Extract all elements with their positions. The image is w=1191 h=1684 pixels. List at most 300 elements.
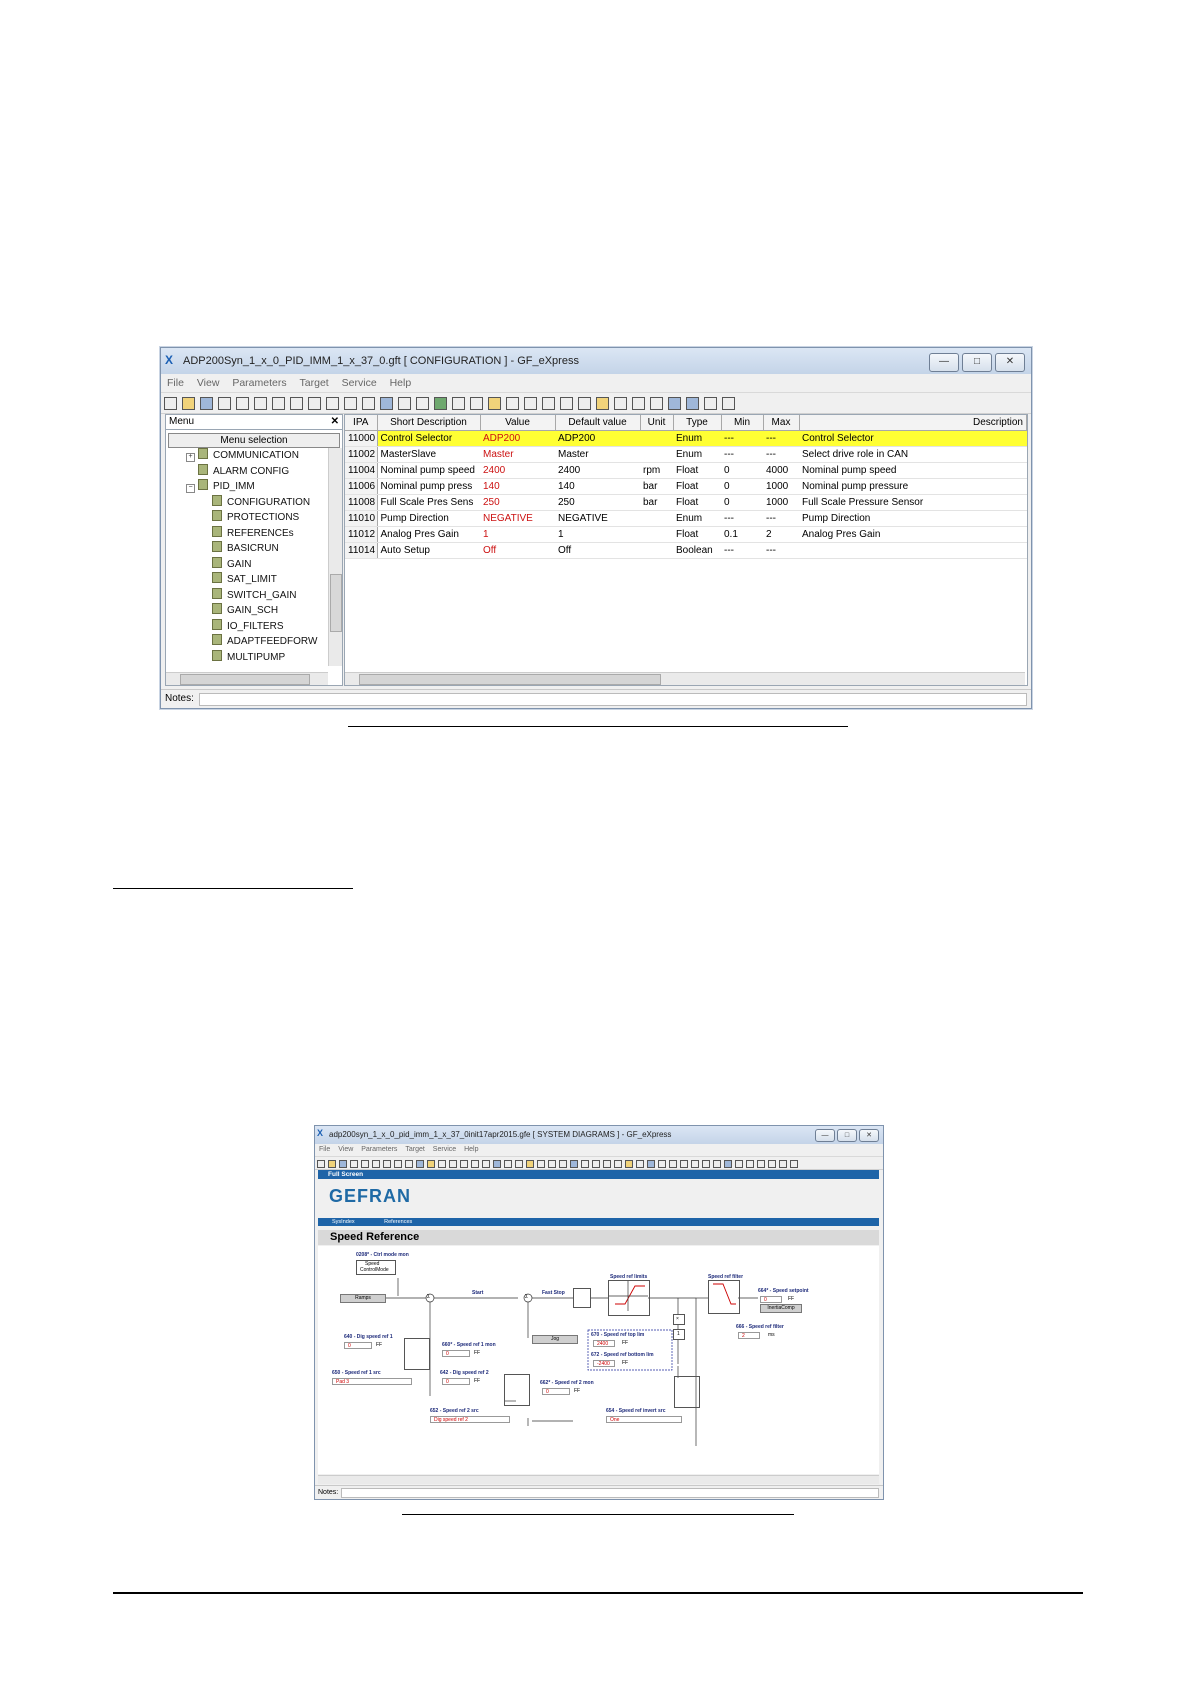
help-icon[interactable] <box>488 397 501 410</box>
fast-stop-label: Fast Stop <box>542 1290 565 1296</box>
table-cell[interactable]: 2400 <box>480 463 555 479</box>
nav-references[interactable]: References <box>384 1219 413 1225</box>
folder-icon <box>212 510 222 521</box>
top-lim-unit: FF <box>622 1340 629 1346</box>
download-icon[interactable] <box>614 397 627 410</box>
toolbar-icon[interactable] <box>680 1160 688 1168</box>
layout2-icon[interactable] <box>722 397 735 410</box>
invert-src-label: 654 - Speed ref invert src <box>606 1408 666 1414</box>
ref-1-src-label: 650 - Speed ref 1 src <box>332 1370 381 1376</box>
notes-field-2[interactable] <box>341 1488 879 1498</box>
toolbar-icon[interactable] <box>691 1160 699 1168</box>
save-icon[interactable] <box>200 397 213 410</box>
table-cell: Float <box>673 479 721 495</box>
table-cell: 140 <box>555 479 640 495</box>
bottom-lim-field[interactable]: -2400 <box>593 1360 615 1367</box>
tree-item-label: GAIN_SCH <box>227 605 279 616</box>
full-screen-bar[interactable]: Full Screen <box>318 1170 879 1179</box>
toolbar-icon[interactable] <box>537 1160 545 1168</box>
mult-symbol: × <box>676 1316 679 1322</box>
tree-item-label: CONFIGURATION <box>227 496 311 508</box>
table-cell: --- <box>763 511 799 527</box>
toolbar-icon[interactable] <box>658 1160 666 1168</box>
toolbar-icon[interactable] <box>559 1160 567 1168</box>
grid-horizontal-scrollbar[interactable] <box>345 672 1025 685</box>
close-pane-icon[interactable]: ✕ <box>330 416 339 427</box>
speed-mode-line-2: ControlMode <box>360 1267 389 1273</box>
filter-field[interactable]: 2 <box>738 1332 760 1339</box>
write-all-icon[interactable] <box>362 397 375 410</box>
table-cell[interactable]: Off <box>480 543 555 559</box>
inertia-comp-button[interactable]: InertiaComp <box>760 1304 802 1313</box>
notes-bar-2 <box>315 1485 883 1499</box>
toolbar-icon[interactable] <box>768 1160 776 1168</box>
tree-item[interactable] <box>186 479 255 494</box>
table-cell <box>640 511 673 527</box>
menu-bar <box>161 374 1031 392</box>
table-cell: --- <box>721 543 763 559</box>
diagram-page-title: Speed Reference <box>318 1230 879 1245</box>
tree-item-label: MULTIPUMP <box>227 651 286 663</box>
table-cell: Full Scale Pressure Sensor <box>799 495 1027 511</box>
speed-setpoint-label: 664* - Speed setpoint <box>758 1288 809 1294</box>
table-cell: 11010 <box>345 511 377 527</box>
toolbar-icon[interactable] <box>427 1160 435 1168</box>
tree-item-label: BASICRUN <box>227 543 279 554</box>
toolbar-icon[interactable] <box>493 1160 501 1168</box>
toolbar-icon[interactable] <box>735 1160 743 1168</box>
table-cell: 4000 <box>763 463 799 479</box>
table-cell: --- <box>721 511 763 527</box>
edit-icon[interactable] <box>236 397 249 410</box>
toolbar-icon[interactable] <box>713 1160 721 1168</box>
window-icon[interactable] <box>398 397 411 410</box>
flash-icon[interactable] <box>542 397 555 410</box>
tree-item[interactable] <box>212 619 284 634</box>
new-icon[interactable] <box>164 397 177 410</box>
table-row[interactable] <box>345 479 1027 495</box>
toolbar-icon[interactable] <box>328 1160 336 1168</box>
export-icon[interactable] <box>218 397 231 410</box>
toolbar-icon[interactable] <box>625 1160 633 1168</box>
column-header[interactable]: Max <box>763 415 799 431</box>
menu-parameters-2[interactable]: Parameters <box>361 1146 398 1153</box>
tree-item[interactable] <box>212 634 317 649</box>
table-cell: 11002 <box>345 447 377 463</box>
speed-reference-diagram <box>318 1246 879 1474</box>
table-cell[interactable]: Master <box>480 447 555 463</box>
tree-expander-icon[interactable]: − <box>186 484 195 493</box>
table-cell: 1 <box>555 527 640 543</box>
jog-button[interactable]: Jog <box>532 1335 578 1344</box>
menu-target[interactable]: Target <box>299 377 329 389</box>
toolbar-icon[interactable] <box>350 1160 358 1168</box>
table-cell: --- <box>721 431 763 447</box>
tree-item[interactable] <box>212 588 296 603</box>
toolbar-icon[interactable] <box>526 1160 534 1168</box>
menu-help[interactable]: Help <box>389 377 412 389</box>
notes-bar <box>161 689 1031 708</box>
toolbar-icon[interactable] <box>603 1160 611 1168</box>
speed-setpoint-unit: FF <box>788 1296 795 1302</box>
table-cell[interactable]: 1 <box>480 527 555 543</box>
table-cell: --- <box>763 431 799 447</box>
toolbar-icon[interactable] <box>647 1160 655 1168</box>
ref-1-selector <box>404 1338 430 1370</box>
folder-icon <box>212 541 222 552</box>
one-symbol: 1 <box>677 1331 680 1337</box>
table-cell: 2400 <box>555 463 640 479</box>
sum-symbol-1: Σ <box>427 1294 431 1300</box>
tree-item[interactable] <box>212 572 277 587</box>
menu-selection-button[interactable]: Menu selection <box>168 433 340 448</box>
table-cell: Nominal pump press <box>377 479 480 495</box>
mult-block <box>673 1314 685 1325</box>
ref-2-mon-label: 662* - Speed ref 2 mon <box>540 1380 594 1386</box>
nav-sysindex[interactable]: SysIndex <box>332 1219 355 1225</box>
table-row[interactable] <box>345 495 1027 511</box>
menu-pane-header <box>166 415 342 430</box>
toolbar-icon[interactable] <box>779 1160 787 1168</box>
toolbar-icon[interactable] <box>570 1160 578 1168</box>
column-header[interactable]: Default value <box>555 415 640 431</box>
parameter-table <box>345 415 1027 559</box>
speed-ref-limits-block <box>608 1280 650 1316</box>
start-label: Start <box>472 1290 484 1296</box>
menu-target-2[interactable]: Target <box>405 1146 425 1153</box>
toolbar-icon[interactable] <box>724 1160 732 1168</box>
menu-pane-title: Menu <box>169 416 195 427</box>
diagram-icon[interactable] <box>416 397 429 410</box>
tree-item[interactable] <box>186 448 299 463</box>
table-cell: MasterSlave <box>377 447 480 463</box>
minimize-button[interactable]: — <box>929 353 959 372</box>
caption-rule-1 <box>348 726 848 727</box>
table-cell: Nominal pump speed <box>377 463 480 479</box>
toolbar-icon[interactable] <box>394 1160 402 1168</box>
read-block-icon[interactable] <box>632 397 645 410</box>
table-cell: Analog Pres Gain <box>377 527 480 543</box>
table-cell: 11006 <box>345 479 377 495</box>
table-cell: Pump Direction <box>377 511 480 527</box>
table-cell: Enum <box>673 447 721 463</box>
top-lim-field[interactable]: 2400 <box>593 1340 615 1347</box>
table-cell: Float <box>673 527 721 543</box>
tree-item[interactable] <box>186 464 289 479</box>
toolbar-icon[interactable] <box>504 1160 512 1168</box>
table-cell <box>640 447 673 463</box>
table-cell <box>640 431 673 447</box>
dig-ref-2-label: 642 - Dig speed ref 2 <box>440 1370 489 1376</box>
tree-item-label: REFERENCEs <box>227 527 294 539</box>
notes-field[interactable] <box>199 693 1027 706</box>
tree-vertical-scrollbar[interactable] <box>328 448 342 666</box>
tree-expander-icon[interactable]: + <box>186 453 195 462</box>
toolbar-icon[interactable] <box>548 1160 556 1168</box>
filter-label: 666 - Speed ref filter <box>736 1324 784 1330</box>
table-cell: Off <box>555 543 640 559</box>
tree-hscroll-thumb[interactable] <box>180 674 310 685</box>
parameter-grid <box>344 414 1028 686</box>
ref-1-src-select[interactable]: Pad 3 <box>332 1378 412 1385</box>
table-cell <box>640 527 673 543</box>
table-cell: Enum <box>673 431 721 447</box>
ref-2-selector <box>504 1374 530 1406</box>
table-cell: 11008 <box>345 495 377 511</box>
folder-icon <box>212 619 222 630</box>
table-row[interactable] <box>345 543 1027 559</box>
column-header[interactable]: IPA <box>345 415 377 431</box>
folder-icon <box>198 479 208 490</box>
table-cell: NEGATIVE <box>555 511 640 527</box>
menu-bar-2 <box>315 1144 883 1156</box>
maximize-button[interactable]: □ <box>962 353 992 372</box>
menu-help-2[interactable]: Help <box>464 1146 479 1153</box>
toolbar <box>161 392 1031 414</box>
notes-label-2: Notes: <box>318 1489 339 1496</box>
dig-ref-2-field[interactable]: 0 <box>442 1378 470 1385</box>
column-header[interactable]: Type <box>673 415 721 431</box>
menu-file-2[interactable]: File <box>319 1146 331 1153</box>
footer-rule <box>113 1592 1083 1594</box>
toolbar-icon[interactable] <box>339 1160 347 1168</box>
table-cell: Boolean <box>673 543 721 559</box>
close-button-2[interactable]: ✕ <box>859 1129 879 1142</box>
speed-ref-filter-label: Speed ref filter <box>708 1274 744 1280</box>
back-icon[interactable] <box>470 397 483 410</box>
dig-ref-2-unit: FF <box>474 1378 481 1384</box>
toolbar-icon[interactable] <box>592 1160 600 1168</box>
menu-view-2[interactable]: View <box>338 1146 354 1153</box>
folder-icon <box>212 495 222 506</box>
tree-item[interactable] <box>212 603 278 618</box>
print-icon[interactable] <box>434 397 447 410</box>
toolbar-icon[interactable] <box>372 1160 380 1168</box>
table-cell[interactable]: 250 <box>480 495 555 511</box>
alarm-icon[interactable] <box>596 397 609 410</box>
tree-item-label: PROTECTIONS <box>227 512 300 523</box>
layout-icon[interactable] <box>704 397 717 410</box>
column-header[interactable]: Min <box>721 415 763 431</box>
menu-service[interactable]: Service <box>341 377 377 389</box>
toolbar-icon[interactable] <box>405 1160 413 1168</box>
system-diagrams-window <box>314 1125 884 1500</box>
title-bar-2 <box>315 1126 883 1144</box>
table-cell[interactable]: NEGATIVE <box>480 511 555 527</box>
window-title-2: adp200syn_1_x_0_pid_imm_1_x_37_0init17apr2015.gfe [ SYSTEM DIAGRAMS ] - GF_eXpress <box>329 1130 672 1139</box>
bottom-lim-label: 672 - Speed ref bottom lim <box>591 1352 654 1358</box>
toolbar-icon[interactable] <box>614 1160 622 1168</box>
tree-item-label: IO_FILTERS <box>227 620 284 632</box>
ref-2-src-label: 652 - Speed ref 2 src <box>430 1408 479 1414</box>
ref-2-mon-field: 0 <box>542 1388 570 1395</box>
column-header[interactable]: Value <box>480 415 555 431</box>
menu-view[interactable]: View <box>196 377 220 389</box>
table-cell: 1000 <box>763 479 799 495</box>
toolbar-icon[interactable] <box>438 1160 446 1168</box>
dig-ref-1-unit: FF <box>376 1342 383 1348</box>
table-cell: Float <box>673 495 721 511</box>
table-cell: Full Scale Pres Sens <box>377 495 480 511</box>
tree-item[interactable] <box>212 557 251 572</box>
ramps-button[interactable]: Ramps <box>340 1294 386 1303</box>
table-cell <box>640 543 673 559</box>
tree-item-label: ADAPTFEEDFORW <box>227 636 318 647</box>
app-logo-icon-2: X <box>317 1128 324 1138</box>
tree-scroll-thumb[interactable] <box>330 574 342 632</box>
table-cell: Auto Setup <box>377 543 480 559</box>
read-all-icon[interactable] <box>344 397 357 410</box>
folder-icon <box>198 464 208 475</box>
diagram-nav-bar <box>318 1218 879 1226</box>
toolbar-icon[interactable] <box>416 1160 424 1168</box>
bottom-lim-unit: FF <box>622 1360 629 1366</box>
toolbar-icon[interactable] <box>581 1160 589 1168</box>
speed-ref-limits-label: Speed ref limits <box>610 1274 648 1280</box>
ctrl-mode-label: 0208* - Ctrl mode mon <box>356 1252 409 1258</box>
toolbar-2 <box>315 1156 883 1170</box>
dig-ref-1-field[interactable]: 0 <box>344 1342 372 1349</box>
grid2-icon[interactable] <box>686 397 699 410</box>
tree-item[interactable] <box>212 650 285 665</box>
table-cell: Control Selector <box>377 431 480 447</box>
filter-unit: ms <box>768 1332 775 1338</box>
table-cell: rpm <box>640 463 673 479</box>
toolbar-icon[interactable] <box>746 1160 754 1168</box>
tree-item[interactable] <box>212 526 294 541</box>
monitor-icon[interactable] <box>506 397 519 410</box>
toolbar-icon[interactable] <box>460 1160 468 1168</box>
write-block-icon[interactable] <box>650 397 663 410</box>
table-cell: --- <box>763 447 799 463</box>
preview-icon[interactable] <box>452 397 465 410</box>
table-icon[interactable] <box>578 397 591 410</box>
table-cell: Master <box>555 447 640 463</box>
open-icon[interactable] <box>182 397 195 410</box>
tree-item-label: ALARM CONFIG <box>213 465 290 477</box>
tree-item[interactable] <box>212 541 279 556</box>
top-lim-label: 670 - Speed ref top lim <box>591 1332 645 1338</box>
table-row[interactable] <box>345 511 1027 527</box>
fast-stop-block <box>573 1288 591 1308</box>
tree-horizontal-scrollbar[interactable] <box>166 672 328 685</box>
maximize-button-2[interactable]: □ <box>837 1129 857 1142</box>
folder-icon <box>212 634 222 645</box>
list-icon[interactable] <box>326 397 339 410</box>
tree-item-label: GAIN <box>227 558 252 570</box>
scope-icon[interactable] <box>524 397 537 410</box>
speed-ref-filter-block <box>708 1280 740 1314</box>
table-cell: 250 <box>555 495 640 511</box>
column-header[interactable]: Unit <box>640 415 673 431</box>
diagram-horizontal-scrollbar[interactable] <box>318 1475 879 1484</box>
table-cell: 1000 <box>763 495 799 511</box>
table-row[interactable] <box>345 527 1027 543</box>
toolbar-icon[interactable] <box>317 1160 325 1168</box>
write-icon[interactable] <box>290 397 303 410</box>
table-row[interactable] <box>345 431 1027 447</box>
table-cell: Analog Pres Gain <box>799 527 1027 543</box>
grid-hscroll-thumb[interactable] <box>359 674 661 685</box>
tree-item[interactable] <box>212 495 310 510</box>
folder-icon <box>212 572 222 583</box>
column-header[interactable]: Short Description <box>377 415 480 431</box>
folder-icon <box>212 526 222 537</box>
toolbar-icon[interactable] <box>669 1160 677 1168</box>
dig-ref-1-label: 640 - Dig speed ref 1 <box>344 1334 393 1340</box>
folder-icon <box>212 557 222 568</box>
tree-item-label: PID_IMM <box>213 481 255 492</box>
toolbar-icon[interactable] <box>471 1160 479 1168</box>
menu-parameters[interactable]: Parameters <box>232 377 287 389</box>
table-cell: Enum <box>673 511 721 527</box>
table-cell: 11014 <box>345 543 377 559</box>
section-heading-rule <box>113 888 353 889</box>
toolbar-icon[interactable] <box>482 1160 490 1168</box>
read-icon[interactable] <box>272 397 285 410</box>
toolbar-icon[interactable] <box>702 1160 710 1168</box>
table-cell[interactable]: ADP200 <box>480 431 555 447</box>
toolbar-icon[interactable] <box>790 1160 798 1168</box>
speed-control-mode-box <box>356 1260 396 1275</box>
app-logo-icon: X <box>165 353 174 367</box>
save-params-icon[interactable] <box>380 397 393 410</box>
folder-icon <box>212 588 222 599</box>
table-cell: ADP200 <box>555 431 640 447</box>
table-cell: Float <box>673 463 721 479</box>
toolbar-icon[interactable] <box>636 1160 644 1168</box>
connect-icon[interactable] <box>560 397 573 410</box>
table-cell[interactable]: 140 <box>480 479 555 495</box>
table-cell: Nominal pump speed <box>799 463 1027 479</box>
tree-item-label: SWITCH_GAIN <box>227 589 297 601</box>
compare-icon[interactable] <box>308 397 321 410</box>
menu-file[interactable]: File <box>167 377 184 389</box>
toolbar-icon[interactable] <box>449 1160 457 1168</box>
caption-rule-2 <box>402 1514 794 1515</box>
table-cell: Nominal pump pressure <box>799 479 1027 495</box>
grid-icon[interactable] <box>668 397 681 410</box>
toolbar-icon[interactable] <box>383 1160 391 1168</box>
notes-label: Notes: <box>165 693 194 704</box>
ref-1-mon-field: 0 <box>442 1350 470 1357</box>
table-cell: --- <box>721 447 763 463</box>
toolbar-icon[interactable] <box>515 1160 523 1168</box>
table-row[interactable] <box>345 463 1027 479</box>
table-row[interactable] <box>345 447 1027 463</box>
tree-item-label: SAT_LIMIT <box>227 574 277 585</box>
toolbar-icon[interactable] <box>757 1160 765 1168</box>
title-bar <box>161 348 1031 374</box>
column-header[interactable]: Description <box>799 415 1027 431</box>
menu-tree-pane <box>165 414 343 686</box>
tree-item[interactable] <box>212 510 299 525</box>
toolbar-icon[interactable] <box>361 1160 369 1168</box>
one-block <box>673 1329 685 1340</box>
invert-src-select[interactable]: One <box>606 1416 682 1423</box>
configuration-window <box>160 347 1032 709</box>
refresh-icon[interactable] <box>254 397 267 410</box>
ref-2-src-select[interactable]: Dig speed ref 2 <box>430 1416 510 1423</box>
close-button[interactable]: ✕ <box>995 353 1025 372</box>
table-cell: 0 <box>721 479 763 495</box>
menu-service-2[interactable]: Service <box>432 1146 457 1153</box>
table-cell: Select drive role in CAN <box>799 447 1027 463</box>
folder-icon <box>198 448 208 459</box>
minimize-button-2[interactable]: — <box>815 1129 835 1142</box>
table-cell: bar <box>640 495 673 511</box>
table-cell <box>799 543 1027 559</box>
